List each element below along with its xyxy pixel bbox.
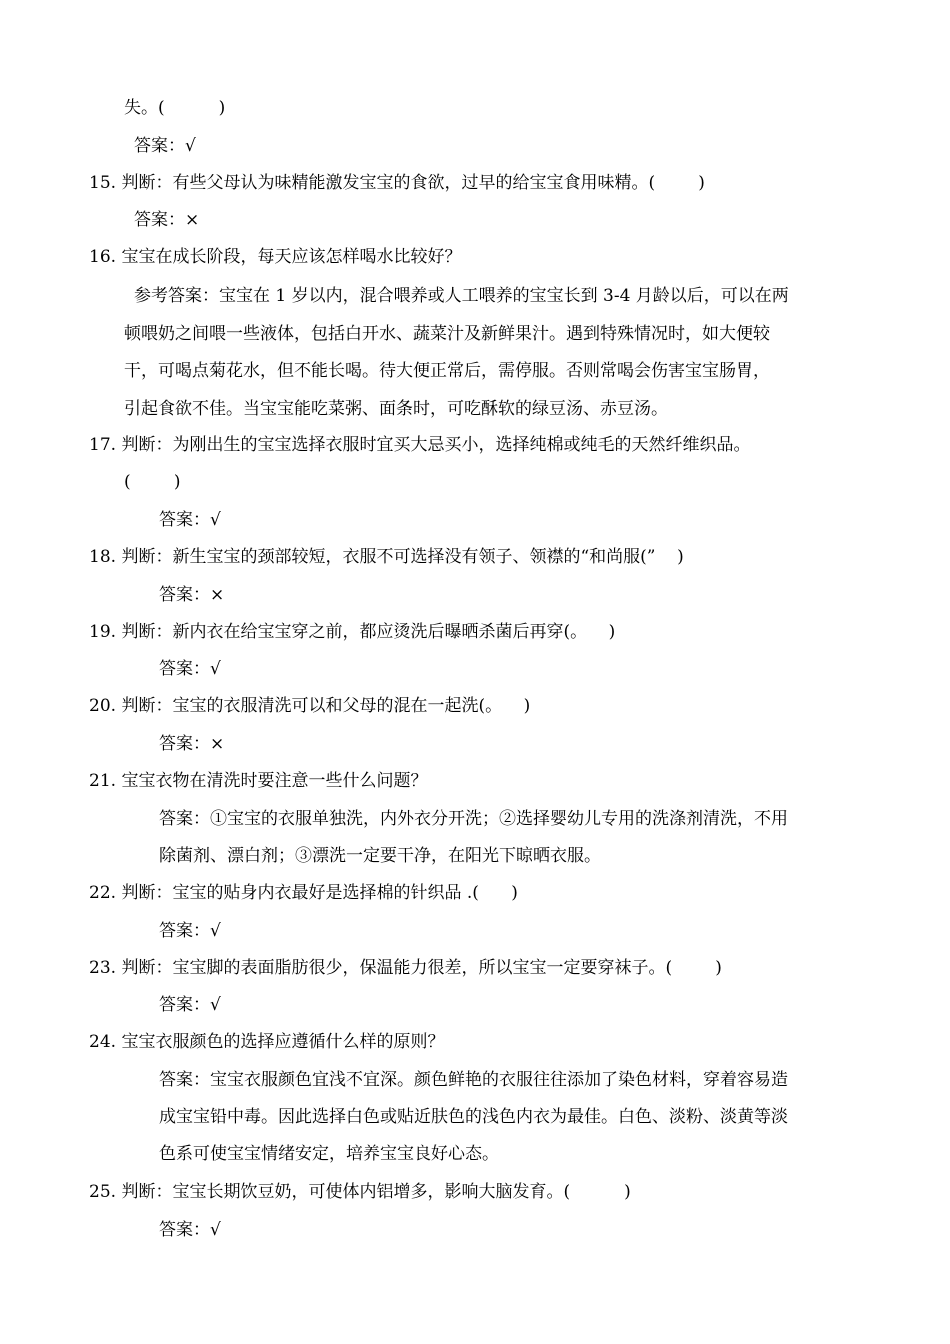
question-18: 18. 判断：新生宝宝的颈部较短，衣服不可选择没有领子、领襟的“和尚服(” ) bbox=[89, 547, 684, 567]
answer-line: 答案：× bbox=[134, 210, 200, 230]
question-21: 21. 宝宝衣物在清洗时要注意一些什么问题？ bbox=[89, 771, 428, 791]
text-line: ( ) bbox=[124, 472, 181, 492]
answer-line: 答案：× bbox=[159, 585, 225, 605]
text-line: 答案：①宝宝的衣服单独洗，内外衣分开洗；②选择婴幼儿专用的洗涤剂清洗，不用 bbox=[159, 809, 788, 829]
answer-line: 答案：√ bbox=[159, 1220, 221, 1240]
question-17: 17. 判断：为刚出生的宝宝选择衣服时宜买大忌买小，选择纯棉或纯毛的天然纤维织品。 bbox=[89, 435, 751, 455]
text-line: 除菌剂、漂白剂；③漂洗一定要干净，在阳光下晾晒衣服。 bbox=[159, 846, 601, 866]
answer-line: 答案：√ bbox=[159, 995, 221, 1015]
text-line: 顿喂奶之间喂一些液体，包括白开水、蔬菜汁及新鲜果汁。遇到特殊情况时，如大便较 bbox=[124, 324, 770, 344]
question-22: 22. 判断：宝宝的贴身内衣最好是选择棉的针织品 .( ) bbox=[89, 883, 518, 903]
question-24: 24. 宝宝衣服颜色的选择应遵循什么样的原则？ bbox=[89, 1032, 445, 1052]
question-16: 16. 宝宝在成长阶段，每天应该怎样喝水比较好？ bbox=[89, 247, 462, 267]
text-line: 引起食欲不佳。当宝宝能吃菜粥、面条时，可吃酥软的绿豆汤、赤豆汤。 bbox=[124, 399, 668, 419]
question-25: 25. 判断：宝宝长期饮豆奶，可使体内铝增多，影响大脑发育。( ) bbox=[89, 1182, 631, 1202]
answer-line: 答案：√ bbox=[159, 921, 221, 941]
text-line: 色系可使宝宝情绪安定，培养宝宝良好心态。 bbox=[159, 1144, 499, 1164]
text-line: 参考答案：宝宝在 1 岁以内，混合喂养或人工喂养的宝宝长到 3-4 月龄以后，可以在两 bbox=[134, 286, 789, 306]
question-15: 15. 判断：有些父母认为味精能激发宝宝的食欲，过早的给宝宝食用味精。( ) bbox=[89, 173, 705, 193]
answer-line: 答案：× bbox=[159, 734, 225, 754]
text-line: 干，可喝点菊花水，但不能长喝。待大便正常后，需停服。否则常喝会伤害宝宝肠胃， bbox=[124, 361, 770, 381]
question-20: 20. 判断：宝宝的衣服清洗可以和父母的混在一起洗(。 ) bbox=[89, 696, 531, 716]
answer-line: 答案：√ bbox=[134, 136, 196, 156]
answer-line: 答案：√ bbox=[159, 659, 221, 679]
answer-line: 答案：√ bbox=[159, 510, 221, 530]
question-23: 23. 判断：宝宝脚的表面脂肪很少，保温能力很差，所以宝宝一定要穿袜子。( ) bbox=[89, 958, 722, 978]
text-line: 成宝宝铅中毒。因此选择白色或贴近肤色的浅色内衣为最佳。白色、淡粉、淡黄等淡 bbox=[159, 1107, 788, 1127]
text-line: 失。( ) bbox=[124, 98, 226, 118]
text-line: 答案：宝宝衣服颜色宜浅不宜深。颜色鲜艳的衣服往往添加了染色材料，穿着容易造 bbox=[159, 1070, 788, 1090]
question-19: 19. 判断：新内衣在给宝宝穿之前，都应烫洗后曝晒杀菌后再穿(。 ) bbox=[89, 622, 616, 642]
